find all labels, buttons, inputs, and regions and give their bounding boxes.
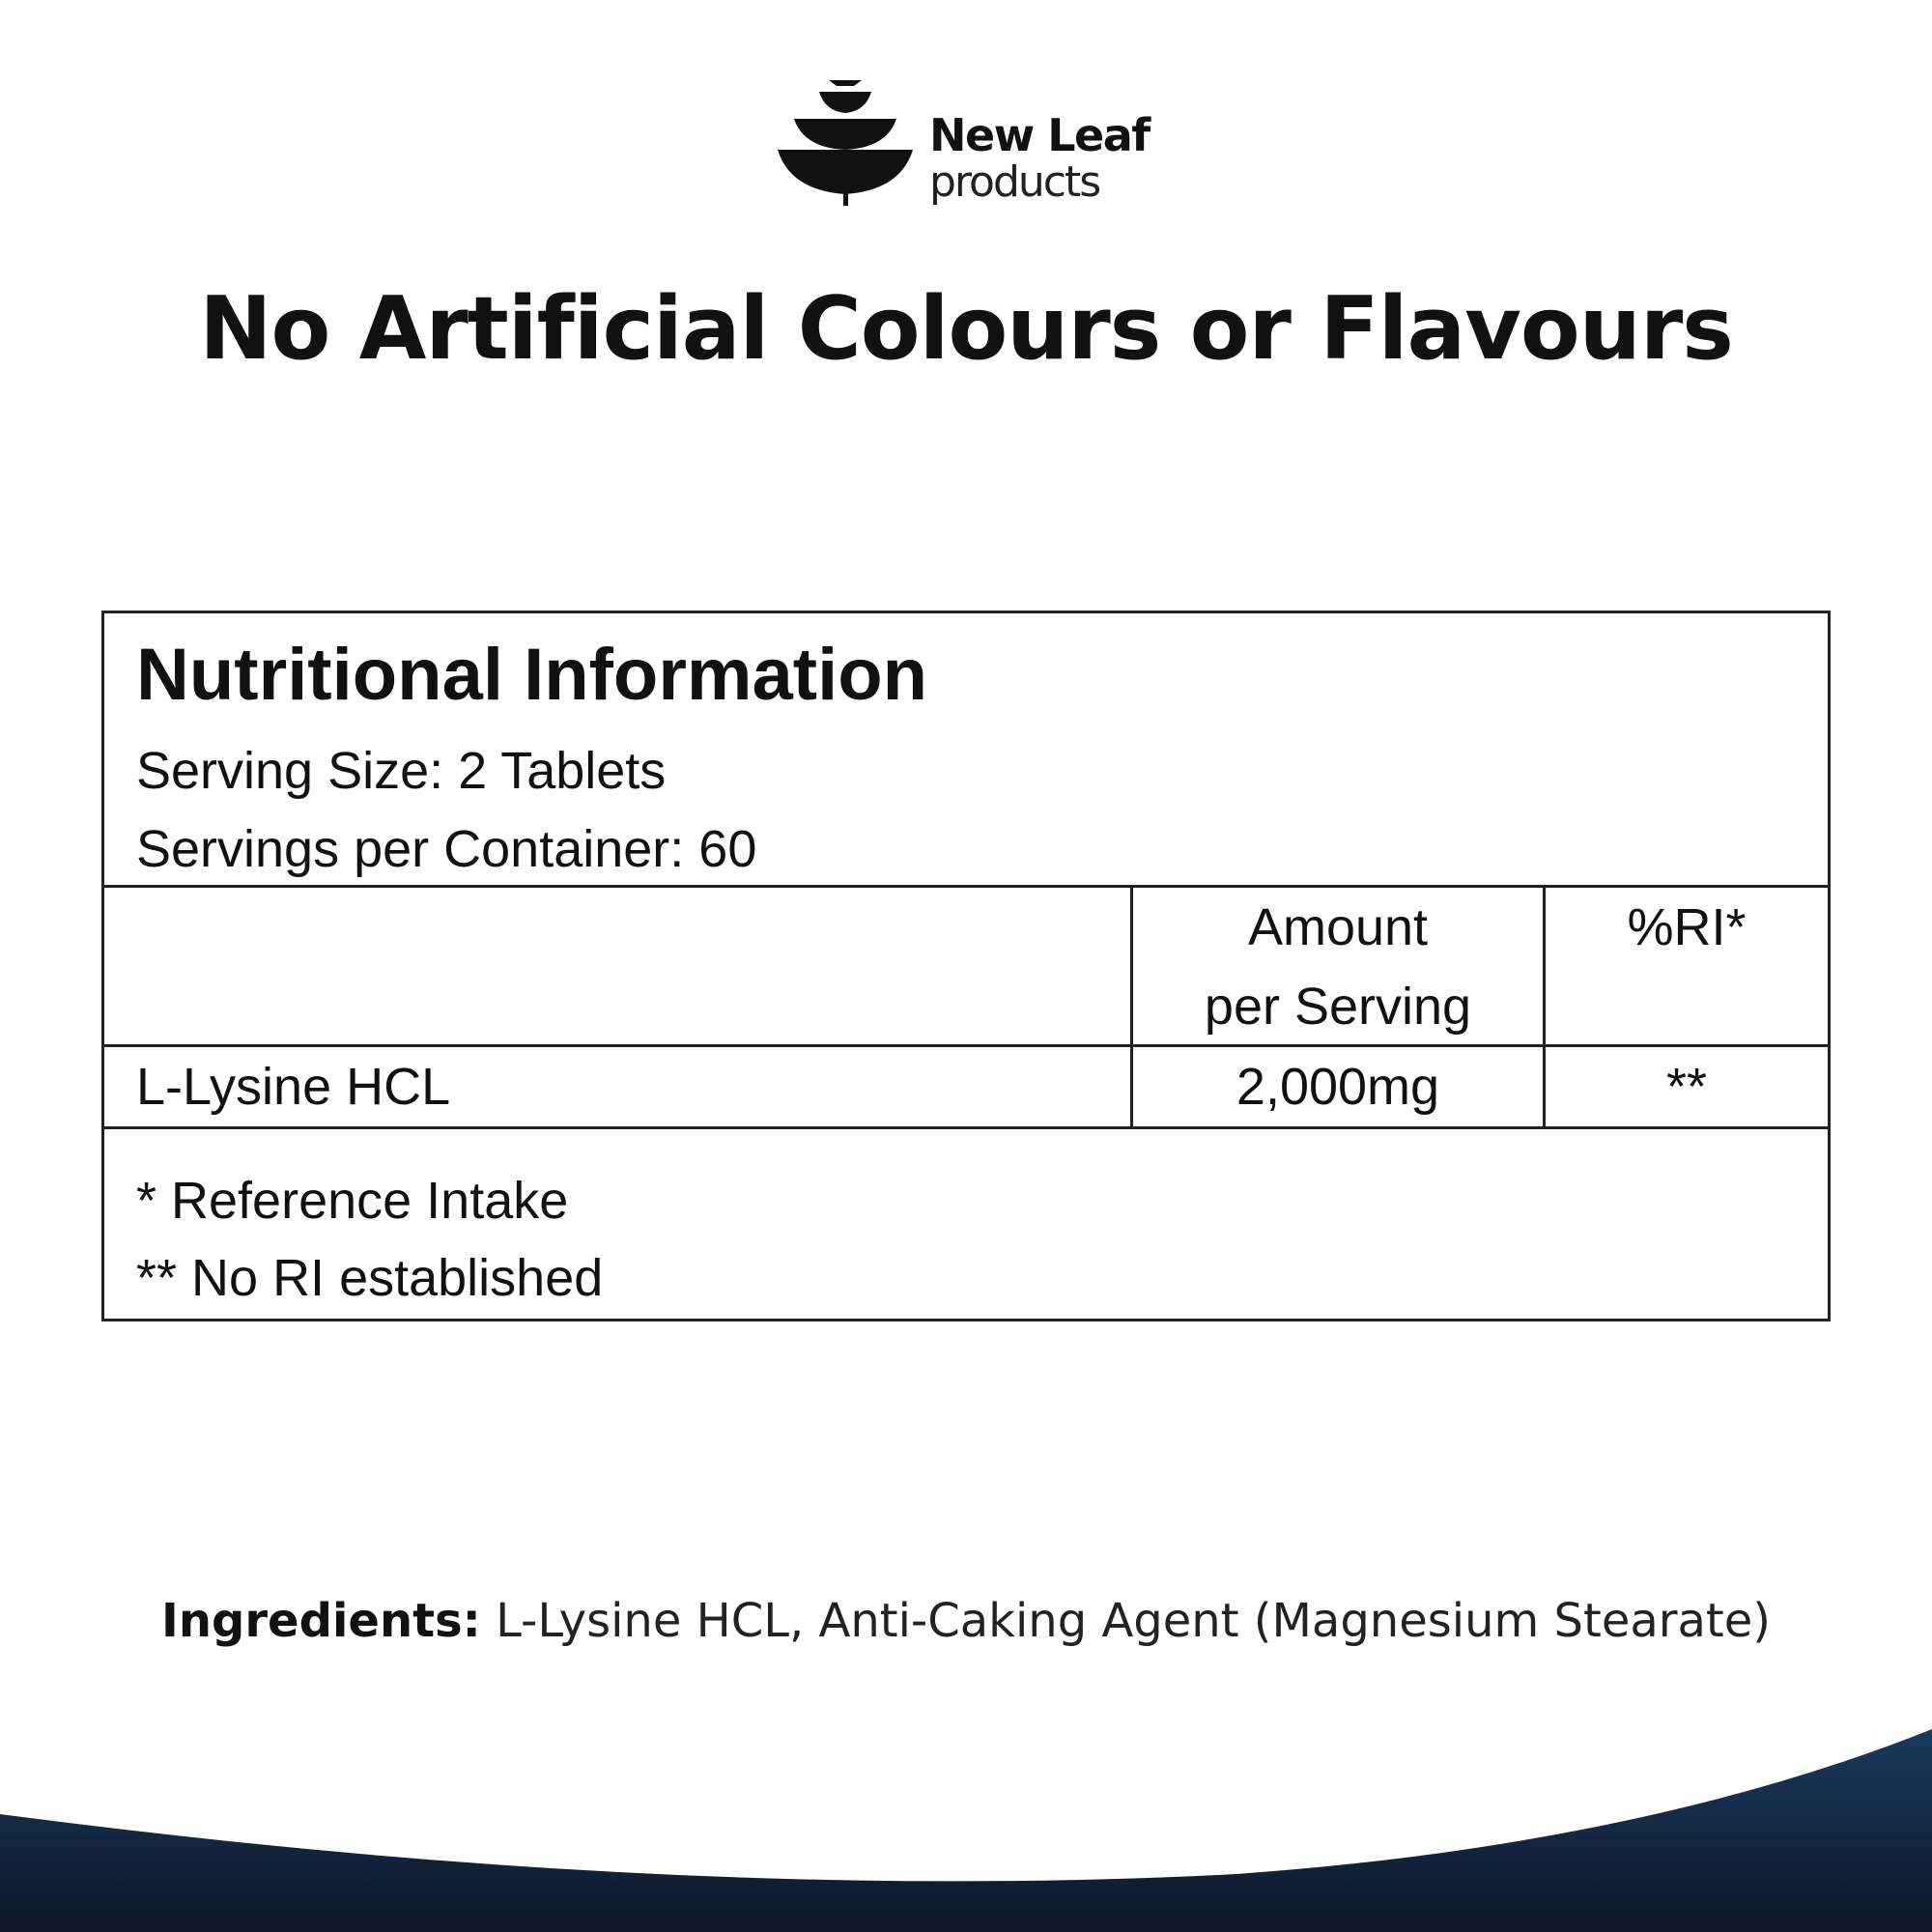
ingredients-text: L-Lysine HCL, Anti-Caking Agent (Magnesium Stearate) [480,1594,1771,1648]
nutrient-amount: 2,000mg [1236,1058,1440,1116]
ingredients-label: Ingredients: [160,1594,481,1648]
nutrient-ri: ** [1665,1058,1708,1116]
serving-size: Serving Size: 2 Tablets [136,742,667,800]
ingredients-line [0,1594,1932,1648]
footnote-no-ri: ** No RI established [136,1249,604,1307]
amount-header-line1: Amount [1247,898,1429,956]
servings-per-container: Servings per Container: 60 [136,820,757,878]
footnote-reference-intake: * Reference Intake [136,1172,569,1230]
nutrition-title: Nutritional Information [136,634,928,716]
bottom-wave [0,1700,1932,1932]
amount-header-line2: per Serving [1204,978,1472,1036]
brand-subtitle: products [929,157,1100,207]
nutrient-name: L-Lysine HCL [136,1058,451,1116]
table-rule [104,1126,1828,1129]
brand-name: New Leaf [929,109,1150,161]
brand-logo [773,72,1179,217]
amount-header [1133,888,1543,1046]
ri-header: %RI* [1627,898,1747,956]
leaf-stack-icon [773,72,918,208]
nutrition-panel [101,611,1831,1321]
page-headline: No Artificial Colours or Flavours [199,278,1733,380]
